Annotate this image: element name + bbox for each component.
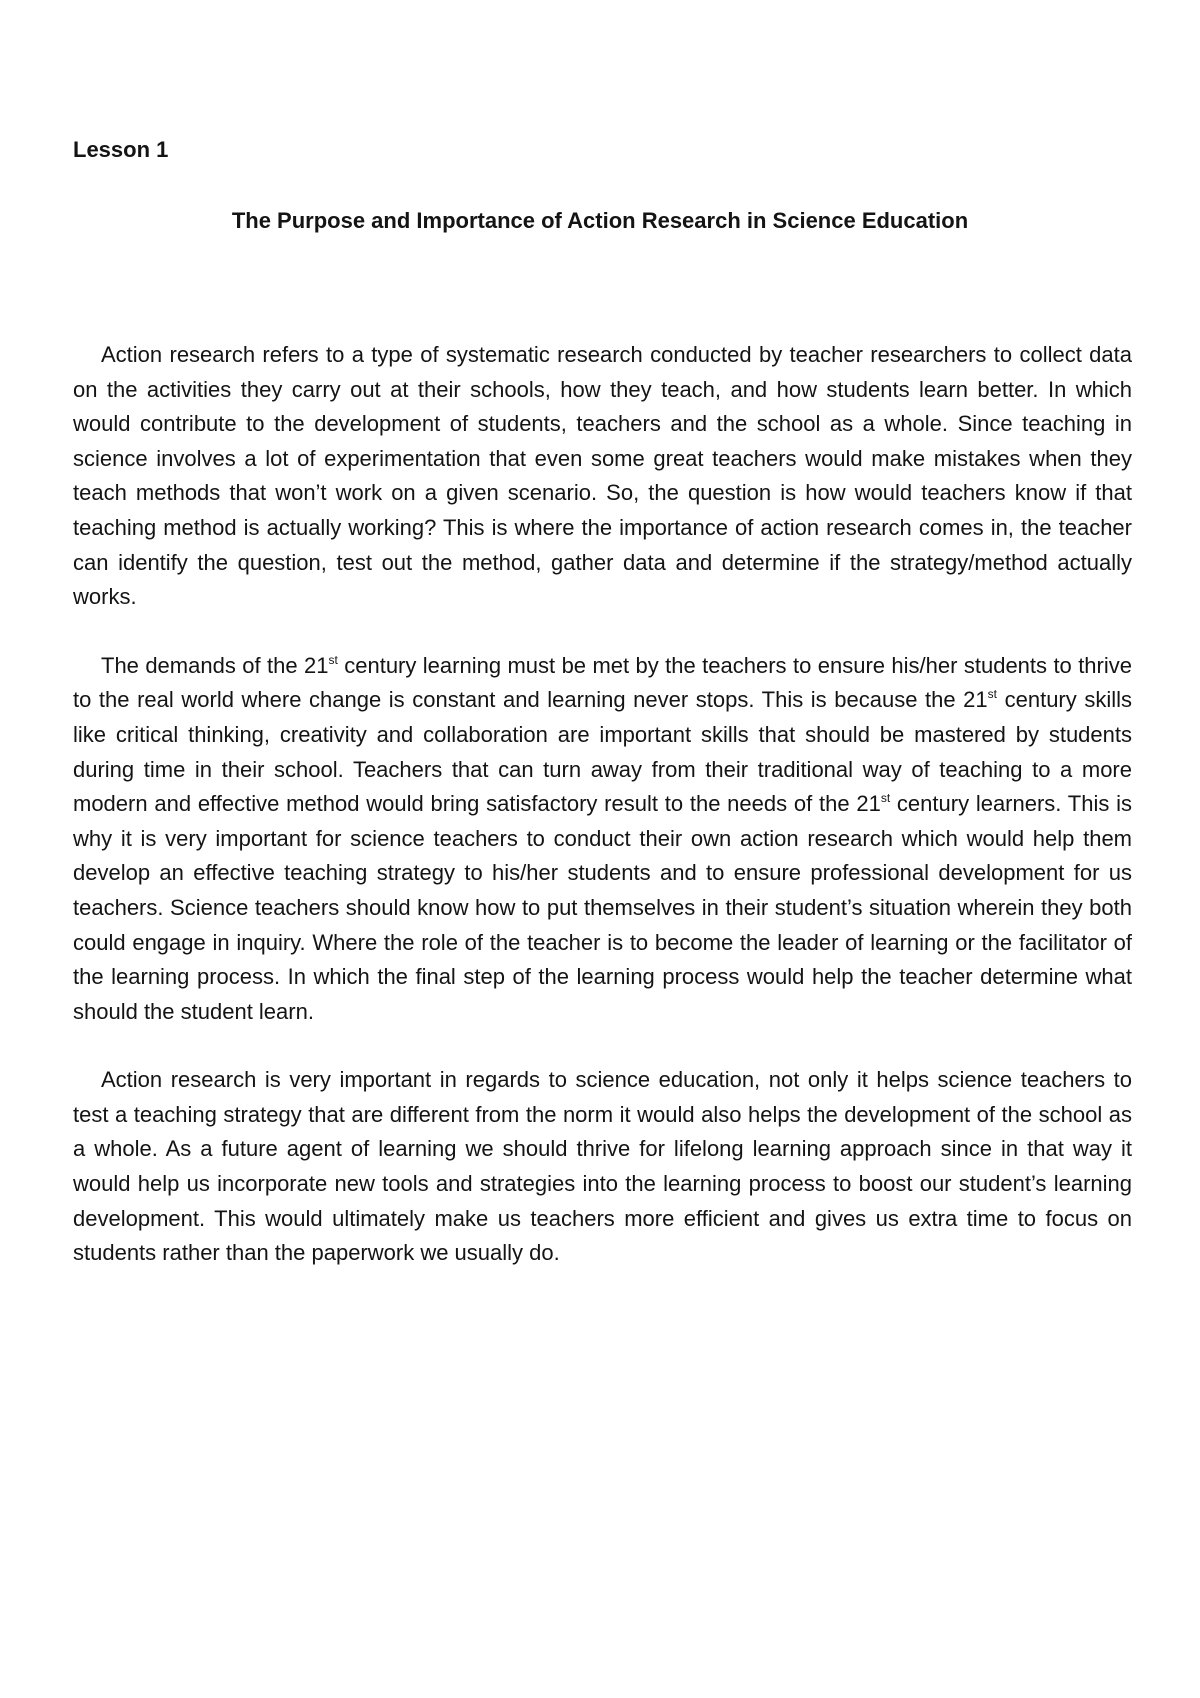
ordinal-superscript: st (987, 687, 998, 702)
paragraph-3-text: Action research is very important in regards to science education, not only it helps science teachers to test a teaching strategy that are different from the norm it would also helps the development of the school as a whole. As a future agent of learning we should thrive for lifelong learning approach since in that way it would help us incorporate new tools and strategies into the learning process to boost our student’s learning development. This would ultimately make us teachers more efficient and gives us extra time to focus on students rather than the paperwork we usually do. (73, 1067, 1132, 1266)
paragraph-2 (73, 649, 1132, 1030)
paragraph-2-text-part-3: century skills like critical thinking, creativity and collaboration are important skills that should be mastered by students during time in their school. Teachers that can turn away from their traditional way of teaching to a more modern and effective method would bring satisfactory result to the needs of the 21 (73, 687, 1132, 817)
paragraph-2-text-part-4: century learners. This is why it is very important for science teachers to conduct their own action research which would help them develop an effective teaching strategy to his/her students and to ensure professional development for us teachers. Science teachers should know how to put themselves in their student’s situation wherein they both could engage in inquiry. Where the role of the teacher is to become the leader of learning or the facilitator of the learning process. In which the final step of the learning process would help the teacher determine what should the student learn. (73, 791, 1132, 1024)
ordinal-superscript: st (880, 791, 891, 806)
paragraph-3 (73, 1063, 1132, 1271)
lesson-label: Lesson 1 (73, 137, 169, 162)
document-title: The Purpose and Importance of Action Research in Science Education (231, 208, 969, 233)
paragraph-2-text-part-1: The demands of the 21 (101, 652, 329, 678)
document-body (73, 338, 1132, 1305)
paragraph-1 (73, 338, 1132, 615)
ordinal-superscript: st (328, 652, 338, 667)
paragraph-1-text: Action research refers to a type of systematic research conducted by teacher researchers to collect data on the activities they carry out at their schools, how they teach, and how students learn better. In which would contribute to the development of students, teachers and the school as a whole. Since teaching in science involves a lot of experimentation that even some great teachers would make mistakes when they teach methods that won’t work on a given scenario. So, the question is how would teachers know if that teaching method is actually working? This is where the importance of action research comes in, the teacher can identify the question, test out the method, gather data and determine if the strategy/method actually works. (73, 342, 1132, 610)
paragraph-2-text-part-2: century learning must be met by the teachers to ensure his/her students to thrive to the real world where change is constant and learning never stops. This is because the 21 (73, 652, 1132, 713)
